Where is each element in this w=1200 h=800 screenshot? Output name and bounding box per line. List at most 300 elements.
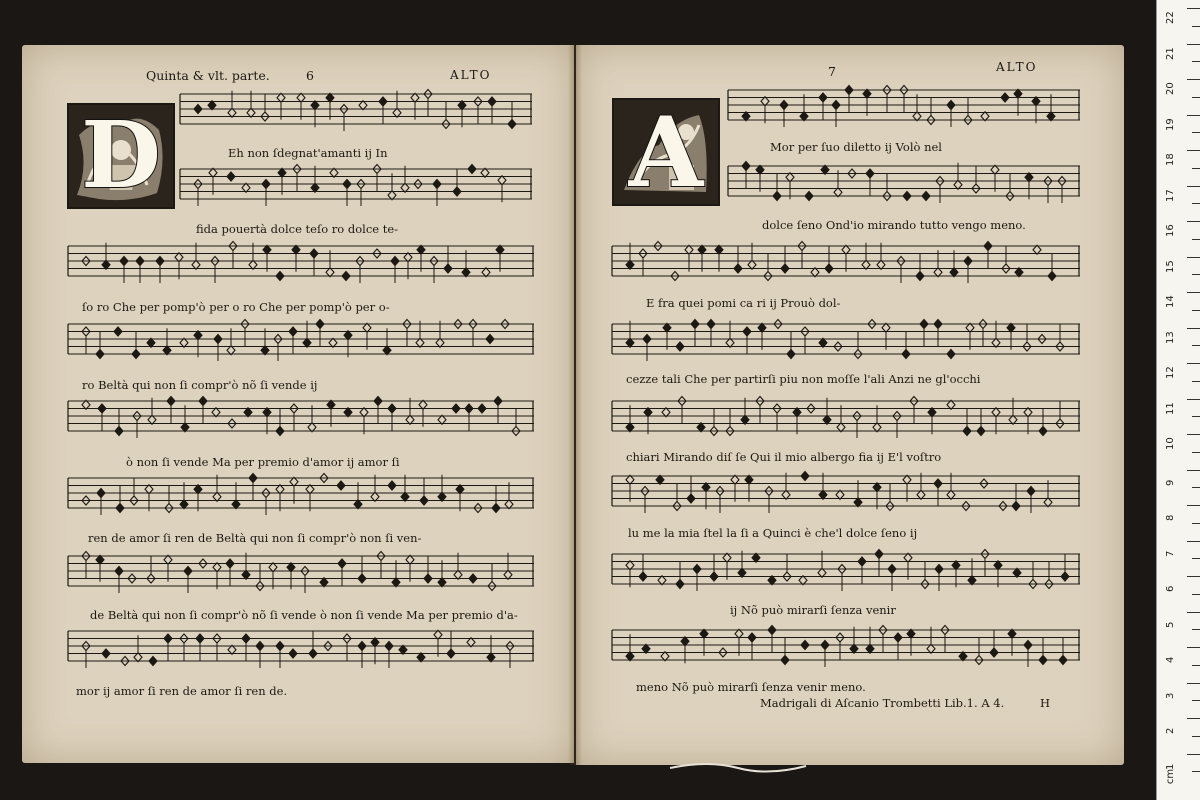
- note-head: [656, 475, 664, 484]
- note-head: [735, 629, 743, 638]
- lyric-line: ij Nõ può mirarſi ſenza venir: [730, 603, 896, 617]
- note-head: [707, 320, 715, 329]
- note-head: [424, 574, 432, 583]
- note-head: [147, 338, 155, 347]
- left-voice-label: ALTO: [450, 68, 492, 82]
- ruler-tick: [1192, 97, 1200, 98]
- note-head: [1024, 408, 1032, 417]
- ruler-tick: [1187, 328, 1200, 329]
- music-staff: [68, 240, 534, 290]
- note-head: [416, 338, 424, 347]
- note-head: [1027, 487, 1035, 496]
- note-head: [311, 101, 319, 110]
- note-head: [800, 112, 808, 121]
- note-head: [97, 489, 105, 498]
- ruler-tick: [1192, 700, 1200, 701]
- note-head: [498, 176, 506, 185]
- note-head: [793, 408, 801, 417]
- note-head: [327, 400, 335, 409]
- note-head: [145, 485, 153, 494]
- note-head: [420, 496, 428, 505]
- note-head: [685, 245, 693, 254]
- note-head: [913, 112, 921, 121]
- note-head: [837, 423, 845, 432]
- note-head: [756, 165, 764, 174]
- ruler-tick: [1187, 79, 1200, 80]
- note-head: [115, 567, 123, 576]
- note-head: [194, 331, 202, 340]
- note-head: [391, 257, 399, 266]
- note-head: [371, 492, 379, 501]
- decorated-initial-d: [67, 103, 175, 209]
- note-head: [1044, 498, 1052, 507]
- note-head: [290, 477, 298, 486]
- note-head: [82, 400, 90, 409]
- note-head: [992, 408, 1000, 417]
- note-head: [242, 570, 250, 579]
- music-staff: [68, 472, 534, 522]
- note-head: [263, 408, 271, 417]
- ruler-tick: [1192, 381, 1200, 382]
- note-head: [358, 642, 366, 651]
- note-head: [1061, 572, 1069, 581]
- note-head: [832, 101, 840, 110]
- note-head: [481, 168, 489, 177]
- ruler-tick: [1192, 310, 1200, 311]
- note-head: [934, 268, 942, 277]
- note-head: [643, 335, 651, 344]
- ruler-number: 6: [1165, 585, 1176, 592]
- music-staff: [68, 625, 534, 675]
- note-head: [163, 346, 171, 355]
- note-head: [959, 652, 967, 661]
- lyric-line: ren de amor ſi ren de Beltà qui non ſi compr'ò non ſi ven-: [88, 531, 422, 545]
- music-staff: [728, 84, 1080, 134]
- ruler-number: 18: [1165, 153, 1176, 166]
- note-head: [492, 504, 500, 513]
- note-head: [392, 578, 400, 587]
- note-head: [342, 272, 350, 281]
- lyric-line: dolce ſeno Ond'io mirando tutto vengo meno.: [762, 218, 1026, 232]
- note-head: [404, 253, 412, 262]
- ruler-tick: [1187, 257, 1200, 258]
- note-head: [494, 397, 502, 406]
- note-head: [453, 187, 461, 196]
- note-head: [303, 338, 311, 347]
- note-head: [862, 260, 870, 269]
- note-head: [149, 657, 157, 666]
- ruler-tick: [1192, 487, 1200, 488]
- note-head: [818, 568, 826, 577]
- lyric-line: Eh non ſdegnat'amanti ij In: [228, 146, 388, 160]
- note-head: [842, 245, 850, 254]
- note-head: [1047, 112, 1055, 121]
- note-head: [269, 563, 277, 572]
- note-head: [214, 335, 222, 344]
- note-head: [344, 331, 352, 340]
- ruler-tick: [1187, 754, 1200, 755]
- ruler-tick: [1187, 399, 1200, 400]
- ruler-tick: [1187, 647, 1200, 648]
- note-head: [175, 253, 183, 262]
- note-head: [102, 649, 110, 658]
- ruler-number: 12: [1165, 366, 1176, 379]
- note-head: [399, 645, 407, 654]
- music-staff: [180, 163, 532, 213]
- right-voice-label: ALTO: [996, 60, 1038, 74]
- music-staff: [612, 548, 1080, 598]
- note-head: [344, 408, 352, 417]
- note-head: [447, 649, 455, 658]
- note-head: [662, 408, 670, 417]
- note-head: [947, 101, 955, 110]
- music-staff: [612, 624, 1080, 674]
- note-head: [977, 427, 985, 436]
- note-head: [358, 574, 366, 583]
- note-head: [697, 423, 705, 432]
- binding-thread: [668, 758, 808, 778]
- note-head: [96, 555, 104, 564]
- initial-letter-a: A: [628, 98, 704, 206]
- note-head: [388, 404, 396, 413]
- note-head: [873, 483, 881, 492]
- note-head: [262, 180, 270, 189]
- note-head: [167, 397, 175, 406]
- ruler-number: 20: [1165, 82, 1176, 95]
- note-head: [780, 101, 788, 110]
- note-head: [263, 245, 271, 254]
- note-head: [738, 568, 746, 577]
- ruler-tick: [1192, 665, 1200, 666]
- lyric-line: ò non ſi vende Ma per premio d'amor ij amor ſi: [126, 455, 400, 469]
- note-head: [326, 93, 334, 102]
- note-head: [916, 272, 924, 281]
- note-head: [212, 408, 220, 417]
- note-head: [359, 101, 367, 110]
- note-head: [968, 576, 976, 585]
- note-head: [306, 485, 314, 494]
- note-head: [990, 648, 998, 657]
- note-head: [199, 397, 207, 406]
- note-head: [693, 565, 701, 574]
- music-staff: [612, 318, 1080, 368]
- measurement-ruler: [1156, 0, 1200, 800]
- note-head: [487, 653, 495, 662]
- note-head: [406, 555, 414, 564]
- lyric-line: mor ij amor ſi ren de amor ſi ren de.: [76, 684, 288, 698]
- note-head: [805, 192, 813, 201]
- note-head: [354, 500, 362, 509]
- note-head: [903, 475, 911, 484]
- note-head: [1032, 97, 1040, 106]
- note-head: [209, 168, 217, 177]
- note-head: [227, 346, 235, 355]
- ruler-tick: [1192, 594, 1200, 595]
- note-head: [681, 637, 689, 646]
- note-head: [907, 629, 915, 638]
- note-head: [458, 101, 466, 110]
- lyric-line: cezze tali Che per partirſi piu non moſſe l'ali Anzi ne gl'occhi: [626, 372, 981, 386]
- music-staff: [68, 550, 534, 600]
- note-head: [821, 165, 829, 174]
- note-head: [992, 338, 1000, 347]
- note-head: [758, 323, 766, 332]
- note-head: [954, 180, 962, 189]
- ruler-tick: [1187, 44, 1200, 45]
- note-head: [1024, 641, 1032, 650]
- ruler-tick: [1187, 576, 1200, 577]
- note-head: [731, 475, 739, 484]
- ruler-tick: [1192, 132, 1200, 133]
- music-staff: [180, 88, 532, 138]
- note-head: [226, 559, 234, 568]
- note-head: [329, 338, 337, 347]
- lyric-line: Mor per ſuo diletto ij Volò nel: [770, 140, 942, 154]
- note-head: [801, 641, 809, 650]
- note-head: [194, 105, 202, 114]
- note-head: [417, 245, 425, 254]
- note-head: [952, 561, 960, 570]
- ruler-number: 13: [1165, 330, 1176, 344]
- note-head: [438, 578, 446, 587]
- note-head: [687, 494, 695, 503]
- initial-letter-d: D: [81, 103, 161, 209]
- note-head: [626, 338, 634, 347]
- note-head: [120, 257, 128, 266]
- note-head: [819, 93, 827, 102]
- music-staff: [612, 240, 1080, 290]
- ruler-tick: [1187, 150, 1200, 151]
- note-head: [639, 572, 647, 581]
- note-head: [934, 479, 942, 488]
- note-head: [310, 249, 318, 258]
- note-head: [360, 408, 368, 417]
- lyric-line: meno Nõ può mirarſi ſenza venir meno.: [636, 680, 866, 694]
- note-head: [438, 415, 446, 424]
- note-head: [966, 323, 974, 332]
- note-head: [700, 629, 708, 638]
- note-head: [136, 257, 144, 266]
- note-head: [247, 108, 255, 117]
- note-head: [748, 633, 756, 642]
- note-head: [320, 578, 328, 587]
- note-head: [691, 320, 699, 329]
- note-head: [338, 559, 346, 568]
- note-head: [181, 423, 189, 432]
- note-head: [854, 498, 862, 507]
- note-head: [787, 350, 795, 359]
- note-head: [1012, 502, 1020, 511]
- note-head: [1039, 656, 1047, 665]
- music-staff: [612, 395, 1080, 445]
- note-head: [698, 245, 706, 254]
- note-head: [1001, 93, 1009, 102]
- note-head: [454, 570, 462, 579]
- ruler-number: 1: [1165, 763, 1176, 770]
- note-head: [228, 108, 236, 117]
- note-head: [1059, 656, 1067, 665]
- note-head: [363, 323, 371, 332]
- note-head: [438, 492, 446, 501]
- note-head: [379, 97, 387, 106]
- note-head: [249, 474, 257, 483]
- note-head: [417, 653, 425, 662]
- note-head: [116, 504, 124, 513]
- ruler-tick: [1192, 61, 1200, 62]
- note-head: [748, 260, 756, 269]
- note-head: [658, 576, 666, 585]
- note-head: [1025, 173, 1033, 182]
- note-head: [866, 169, 874, 178]
- ruler-tick: [1192, 629, 1200, 630]
- music-staff: [728, 160, 1080, 210]
- signature-mark: H: [1040, 696, 1051, 710]
- note-head: [232, 500, 240, 509]
- note-head: [468, 165, 476, 174]
- note-head: [242, 183, 250, 192]
- note-head: [1007, 323, 1015, 332]
- ruler-tick: [1187, 434, 1200, 435]
- note-head: [383, 346, 391, 355]
- note-head: [702, 483, 710, 492]
- note-head: [289, 327, 297, 336]
- note-head: [276, 642, 284, 651]
- note-head: [256, 642, 264, 651]
- note-head: [642, 644, 650, 653]
- note-head: [276, 485, 284, 494]
- music-staff: [612, 470, 1080, 520]
- lyric-line: ro Beltà qui non ſi compr'ò nõ ſi vende ij: [82, 378, 318, 392]
- note-head: [761, 97, 769, 106]
- note-head: [964, 257, 972, 266]
- note-head: [873, 423, 881, 432]
- note-head: [1009, 415, 1017, 424]
- note-head: [947, 350, 955, 359]
- note-head: [799, 576, 807, 585]
- note-head: [508, 120, 516, 129]
- note-head: [478, 404, 486, 413]
- note-head: [947, 400, 955, 409]
- note-head: [875, 550, 883, 559]
- note-head: [661, 652, 669, 661]
- note-head: [1039, 427, 1047, 436]
- ruler-number: 10: [1165, 437, 1176, 450]
- ruler-number: 15: [1165, 259, 1176, 273]
- note-head: [374, 397, 382, 406]
- lyric-line: de Beltà qui non ſi compr'ò nõ ſi vende ò non ſi vende Ma per premio d'a-: [90, 608, 518, 622]
- ruler-number: 2: [1165, 727, 1176, 734]
- ruler-tick: [1187, 186, 1200, 187]
- note-head: [715, 245, 723, 254]
- note-head: [244, 408, 252, 417]
- note-head: [903, 192, 911, 201]
- note-head: [249, 260, 257, 269]
- note-head: [436, 338, 444, 347]
- note-head: [663, 323, 671, 332]
- note-head: [819, 490, 827, 499]
- note-head: [496, 245, 504, 254]
- note-head: [316, 320, 324, 329]
- note-head: [393, 108, 401, 117]
- note-head: [308, 423, 316, 432]
- note-head: [311, 183, 319, 192]
- note-head: [1014, 89, 1022, 98]
- note-head: [196, 634, 204, 643]
- ruler-tick: [1192, 239, 1200, 240]
- note-head: [504, 570, 512, 579]
- left-header-title: Quinta & vlt. parte.: [146, 68, 270, 83]
- note-head: [452, 404, 460, 413]
- note-head: [433, 180, 441, 189]
- ruler-tick: [1192, 736, 1200, 737]
- note-head: [935, 565, 943, 574]
- note-head: [289, 649, 297, 658]
- note-head: [877, 260, 885, 269]
- note-head: [401, 492, 409, 501]
- note-head: [882, 323, 890, 332]
- ruler-number: 22: [1165, 11, 1176, 24]
- note-head: [1015, 268, 1023, 277]
- note-head: [845, 86, 853, 95]
- ruler-tick: [1187, 115, 1200, 116]
- note-head: [782, 490, 790, 499]
- note-head: [834, 188, 842, 197]
- ruler-tick: [1192, 274, 1200, 275]
- ruler-tick: [1187, 221, 1200, 222]
- note-head: [486, 335, 494, 344]
- note-head: [164, 634, 172, 643]
- decorated-initial-a: [612, 98, 720, 206]
- note-head: [115, 427, 123, 436]
- note-head: [920, 320, 928, 329]
- note-head: [102, 260, 110, 269]
- note-head: [276, 272, 284, 281]
- note-head: [726, 338, 734, 347]
- note-head: [819, 338, 827, 347]
- note-head: [180, 500, 188, 509]
- ruler-tick: [1192, 345, 1200, 346]
- ruler-number: 9: [1165, 479, 1176, 486]
- note-head: [994, 561, 1002, 570]
- ruler-tick: [1192, 26, 1200, 27]
- note-head: [371, 638, 379, 647]
- ruler-tick: [1192, 558, 1200, 559]
- left-page-number: 6: [306, 68, 314, 83]
- note-head: [626, 652, 634, 661]
- note-head: [741, 415, 749, 424]
- note-head: [644, 408, 652, 417]
- note-head: [132, 350, 140, 359]
- note-head: [96, 350, 104, 359]
- lyric-line: E fra quei pomi ca ri ij Prouò dol-: [646, 296, 841, 310]
- ruler-tick: [1187, 612, 1200, 613]
- ruler-number: 17: [1165, 188, 1176, 202]
- note-head: [192, 260, 200, 269]
- note-head: [676, 342, 684, 351]
- note-head: [825, 264, 833, 273]
- note-head: [213, 563, 221, 572]
- note-head: [277, 93, 285, 102]
- note-head: [156, 257, 164, 266]
- ruler-number: 4: [1165, 656, 1176, 663]
- note-head: [488, 97, 496, 106]
- music-staff: [68, 395, 534, 445]
- note-head: [858, 557, 866, 566]
- ruler-tick: [1187, 470, 1200, 471]
- ruler-tick: [1187, 683, 1200, 684]
- ruler-number: 7: [1165, 550, 1176, 557]
- note-head: [742, 162, 750, 171]
